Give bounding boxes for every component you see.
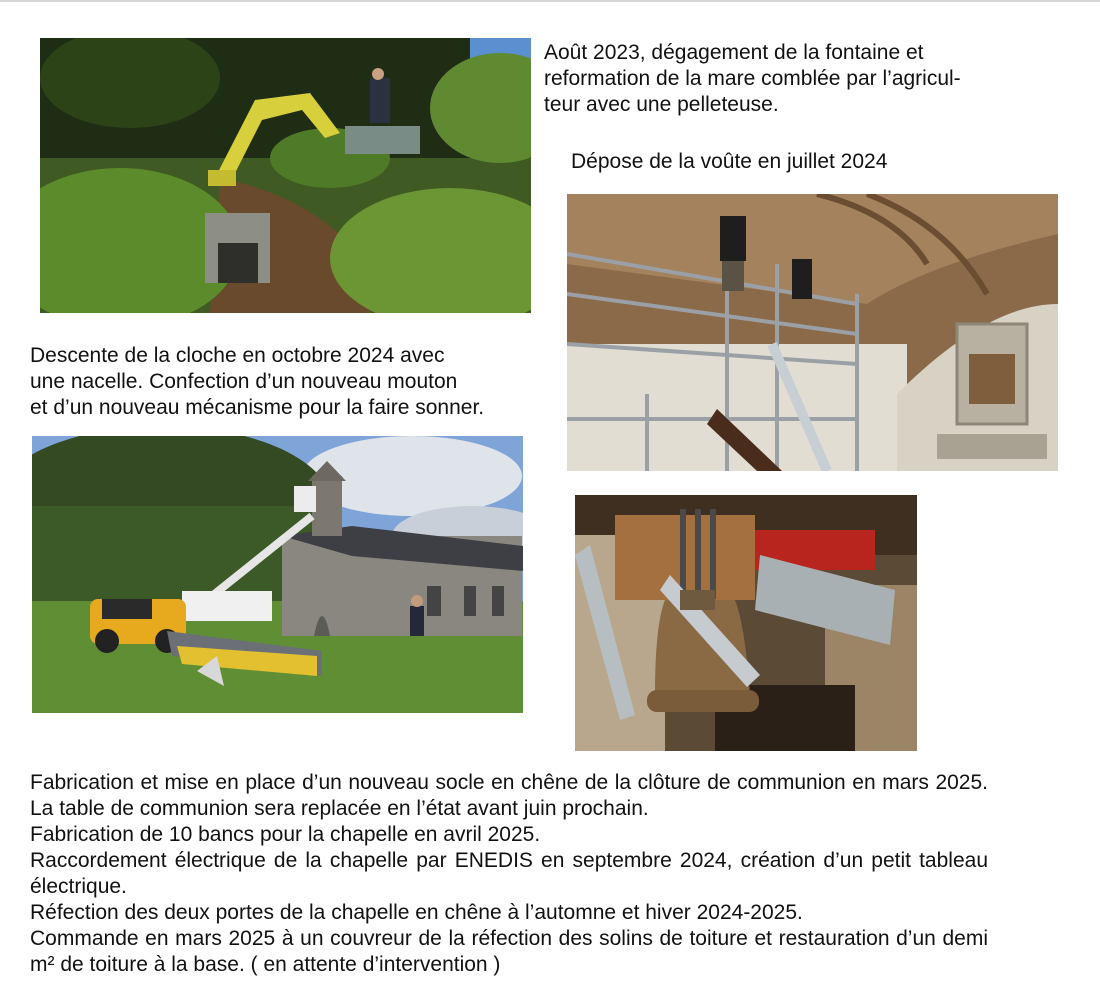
vault-scaffolding-photo (567, 194, 1058, 471)
caption-fountain: Août 2023, dégagement de la fontaine et reformation de la mare comblée par l’agricul- teur avec une pelleteuse. (544, 41, 961, 116)
paragraph-benches: Fabrication de 10 bancs pour la chapelle en avril 2025. (30, 823, 541, 846)
fountain-excavator-photo (40, 38, 531, 313)
works-list (30, 770, 988, 978)
paragraph-electric: Raccordement électrique de la chapelle par ENEDIS en septembre 2024, création d’un petit tableau électrique. (30, 849, 988, 898)
paragraph-doors: Réfection des deux portes de la chapelle en chêne à l’automne et hiver 2024-2025. (30, 901, 803, 924)
top-border (0, 0, 1100, 2)
chapel-bucket-truck-photo (32, 436, 523, 713)
caption-bell: Descente de la cloche en octobre 2024 avec une nacelle. Confection d’un nouveau mouton et d’un nouveau mécanisme pour la faire sonner. (30, 344, 485, 419)
caption-vault: Dépose de la voûte en juillet 2024 (571, 150, 888, 173)
paragraph-communion: Fabrication et mise en place d’un nouveau socle en chêne de la clôture de communion en mars 2025. La table de communion sera replacée en l’état avant juin prochain. (30, 771, 988, 820)
bell-mechanism-photo (575, 495, 917, 751)
paragraph-roof: Commande en mars 2025 à un couvreur de la réfection des solins de toiture et restauration d’un demi m² de toiture à la base. ( en attente d’intervention ) (30, 927, 988, 976)
